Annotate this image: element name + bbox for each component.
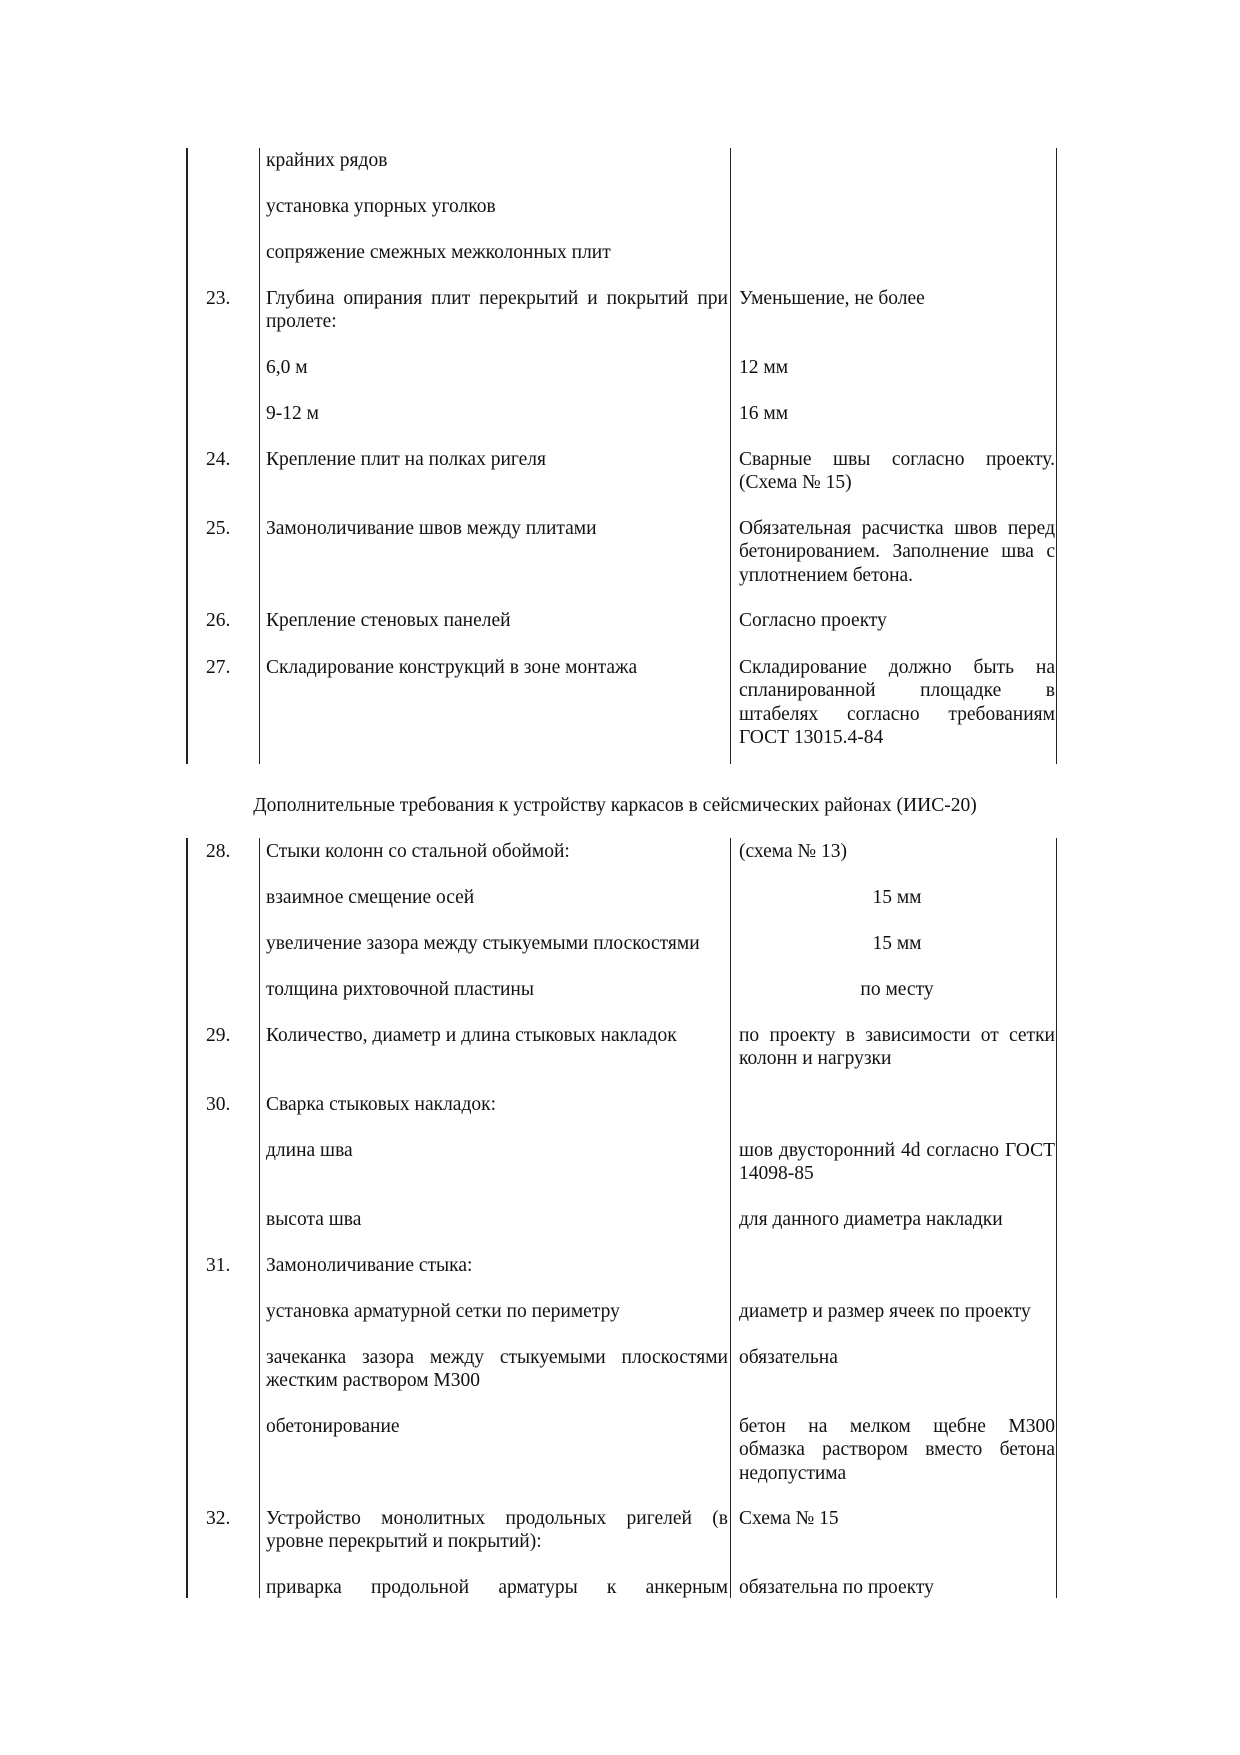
- row-value: обязательна: [739, 1347, 838, 1368]
- row-description: сопряжение смежных межколонных плит: [266, 242, 611, 263]
- row-value: 12 мм: [739, 357, 789, 378]
- section-heading: Дополнительные требования к устройству каркасов в сейсмических районах (ИИС-20): [253, 795, 977, 816]
- table-divider-num: [259, 148, 260, 764]
- row-description: Стыки колонн со стальной обоймой:: [266, 841, 570, 862]
- row-value: Уменьшение, не более: [739, 288, 925, 309]
- row-description: установка арматурной сетки по периметру: [266, 1301, 620, 1322]
- row-description: 6,0 м: [266, 357, 308, 378]
- row-number: 24.: [206, 449, 231, 470]
- row-value: шов двусторонний 4d согласно ГОСТ 14098-85: [739, 1140, 1055, 1185]
- row-number: 23.: [206, 288, 231, 309]
- row-description: Количество, диаметр и длина стыковых накладок: [266, 1025, 677, 1046]
- row-description: Устройство монолитных продольных ригелей (в уровне перекрытий и покрытий):: [266, 1508, 728, 1553]
- row-description: крайних рядов: [266, 150, 388, 171]
- row-number: 30.: [206, 1094, 231, 1115]
- table-border-right: [1056, 148, 1057, 764]
- row-value: 15 мм: [872, 933, 922, 954]
- row-number: 29.: [206, 1025, 231, 1046]
- row-description: Глубина опирания плит перекрытий и покрытий при пролете:: [266, 288, 728, 333]
- row-description: Сварка стыковых накладок:: [266, 1094, 497, 1115]
- row-number: 31.: [206, 1255, 231, 1276]
- table-divider-val: [730, 148, 731, 764]
- row-value: Согласно проекту: [739, 610, 887, 631]
- row-value: бетон на мелком щебне М300 обмазка раствором вместо бетона недопустима: [739, 1416, 1055, 1484]
- row-description: зачеканка зазора между стыкуемыми плоскостями жестким раствором М300: [266, 1347, 728, 1392]
- row-description: Крепление плит на полках ригеля: [266, 449, 546, 470]
- row-value: Сварные швы согласно проекту. (Схема № 15): [739, 449, 1055, 494]
- row-description: увеличение зазора между стыкуемыми плоскостями: [266, 933, 700, 954]
- row-value: 15 мм: [872, 887, 922, 908]
- row-description: установка упорных уголков: [266, 196, 496, 217]
- row-number: 32.: [206, 1508, 231, 1529]
- row-value: диаметр и размер ячеек по проекту: [739, 1301, 1031, 1322]
- row-description: Замоноличивание швов между плитами: [266, 518, 597, 539]
- row-description: Складирование конструкций в зоне монтажа: [266, 657, 638, 678]
- row-number: 26.: [206, 610, 231, 631]
- row-value: по проекту в зависимости от сетки колонн и нагрузки: [739, 1025, 1055, 1070]
- row-value: (схема № 13): [739, 841, 848, 862]
- row-value: Складирование должно быть на спланированной площадке в штабелях согласно требованиям ГОСТ 13015.4-84: [739, 657, 1055, 749]
- row-value: Обязательная расчистка швов перед бетонированием. Заполнение шва с уплотнением бетона.: [739, 518, 1055, 586]
- row-description: Крепление стеновых панелей: [266, 610, 511, 631]
- table-border-left: [186, 838, 188, 1598]
- row-description: толщина рихтовочной пластины: [266, 979, 534, 1000]
- row-number: 25.: [206, 518, 231, 539]
- row-description: взаимное смещение осей: [266, 887, 475, 908]
- row-description: обетонирование: [266, 1416, 400, 1437]
- row-value: по месту: [860, 979, 934, 1000]
- row-number: 28.: [206, 841, 231, 862]
- row-value: 16 мм: [739, 403, 789, 424]
- table-border-left: [186, 148, 188, 764]
- row-number: 27.: [206, 657, 231, 678]
- row-description: приварка продольной арматуры к анкерным: [266, 1577, 728, 1598]
- table-divider-num: [259, 838, 260, 1598]
- row-value: Схема № 15: [739, 1508, 839, 1529]
- row-description: длина шва: [266, 1140, 353, 1161]
- table-border-right: [1056, 838, 1057, 1598]
- table-divider-val: [730, 838, 731, 1598]
- row-description: 9-12 м: [266, 403, 319, 424]
- row-value: обязательна по проекту: [739, 1577, 934, 1598]
- row-description: Замоноличивание стыка:: [266, 1255, 473, 1276]
- row-description: высота шва: [266, 1209, 362, 1230]
- row-value: для данного диаметра накладки: [739, 1209, 1003, 1230]
